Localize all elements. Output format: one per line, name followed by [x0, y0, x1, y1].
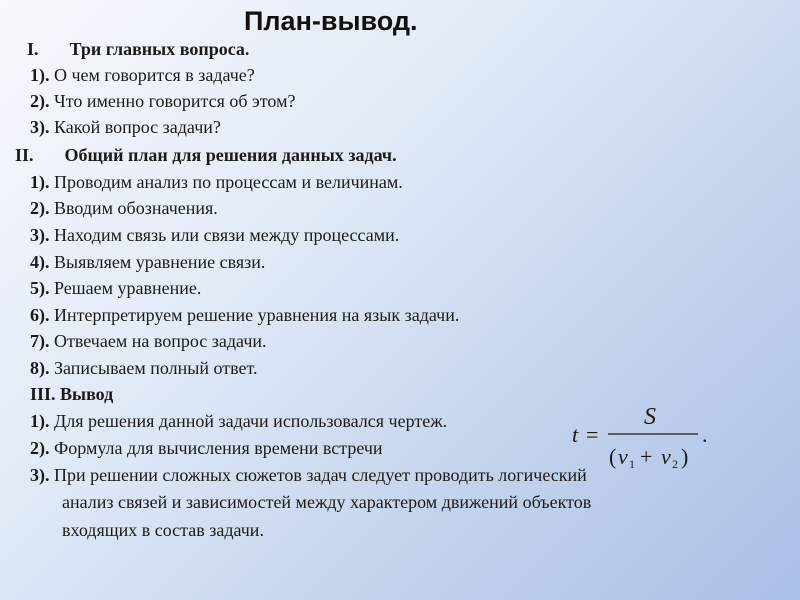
den-plus: + — [640, 444, 653, 469]
item-text: Отвечаем на вопрос задачи. — [49, 331, 267, 351]
item-text: О чем говорится в задаче? — [49, 65, 255, 85]
item-number: 3). — [30, 225, 50, 245]
section-2-title: Общий план для решения данных задач. — [64, 145, 397, 165]
list-item — [30, 304, 459, 326]
item-text: Находим связь или связи между процессами. — [49, 225, 400, 245]
item-number: 3). — [30, 465, 50, 485]
slide-title: План-вывод. — [244, 6, 418, 36]
section-3-heading: III. Вывод — [30, 384, 114, 404]
item-number: 1). — [30, 65, 50, 85]
item-number: 1). — [30, 172, 50, 192]
list-item — [30, 330, 267, 352]
item-text: При решении сложных сюжетов задач следует проводить логический — [49, 465, 587, 485]
formula-numerator: S — [644, 404, 656, 430]
item-text: Для решения данной задачи использовался чертеж. — [49, 411, 448, 431]
continuation-line: входящих в состав задачи. — [62, 520, 264, 540]
item-text: Интерпретируем решение уравнения на язык задачи. — [49, 305, 460, 325]
list-item — [30, 90, 295, 112]
den-open-paren: ( — [609, 444, 617, 469]
item-text: Формула для вычисления времени встречи — [49, 438, 383, 458]
list-item — [30, 437, 383, 459]
den-sub2: 2 — [672, 457, 678, 471]
list-item — [30, 116, 221, 138]
list-item — [30, 464, 587, 486]
item-number: 3). — [30, 117, 50, 137]
item-text: Вводим обозначения. — [49, 198, 218, 218]
item-text: Что именно говорится об этом? — [49, 91, 296, 111]
item-text: Решаем уравнение. — [49, 278, 202, 298]
item-number: 2). — [30, 198, 50, 218]
item-number: 6). — [30, 305, 50, 325]
item-text: Проводим анализ по процессам и величинам. — [49, 172, 403, 192]
den-close-paren: ) — [681, 444, 689, 469]
den-v2: v — [661, 444, 671, 469]
list-item — [30, 64, 255, 86]
section-2-number: II. — [15, 145, 34, 165]
item-text: Записываем полный ответ. — [49, 358, 258, 378]
continuation-line: анализ связей и зависимостей между характером движений объектов — [62, 492, 592, 512]
item-number: 5). — [30, 278, 50, 298]
item-text: Выявляем уравнение связи. — [49, 252, 266, 272]
list-item — [30, 410, 447, 432]
den-sub1: 1 — [629, 457, 635, 471]
item-number: 1). — [30, 411, 50, 431]
formula-equals: = — [586, 422, 599, 447]
list-item — [30, 197, 218, 219]
item-text: Какой вопрос задачи? — [49, 117, 221, 137]
den-v1: v — [618, 444, 628, 469]
section-2-heading — [15, 144, 397, 166]
list-item — [30, 251, 265, 273]
meeting-time-formula — [570, 402, 720, 472]
list-item — [30, 357, 258, 379]
item-number: 2). — [30, 91, 50, 111]
formula-period: . — [702, 422, 708, 447]
section-1-heading — [27, 38, 249, 60]
list-item — [30, 277, 201, 299]
item-number: 4). — [30, 252, 50, 272]
section-1-title: Три главных вопроса. — [69, 39, 250, 59]
formula-lhs: t — [572, 422, 579, 447]
item-number: 7). — [30, 331, 50, 351]
item-number: 8). — [30, 358, 50, 378]
item-number: 2). — [30, 438, 50, 458]
list-item — [30, 171, 403, 193]
list-item — [30, 224, 399, 246]
section-1-number: I. — [27, 39, 39, 59]
